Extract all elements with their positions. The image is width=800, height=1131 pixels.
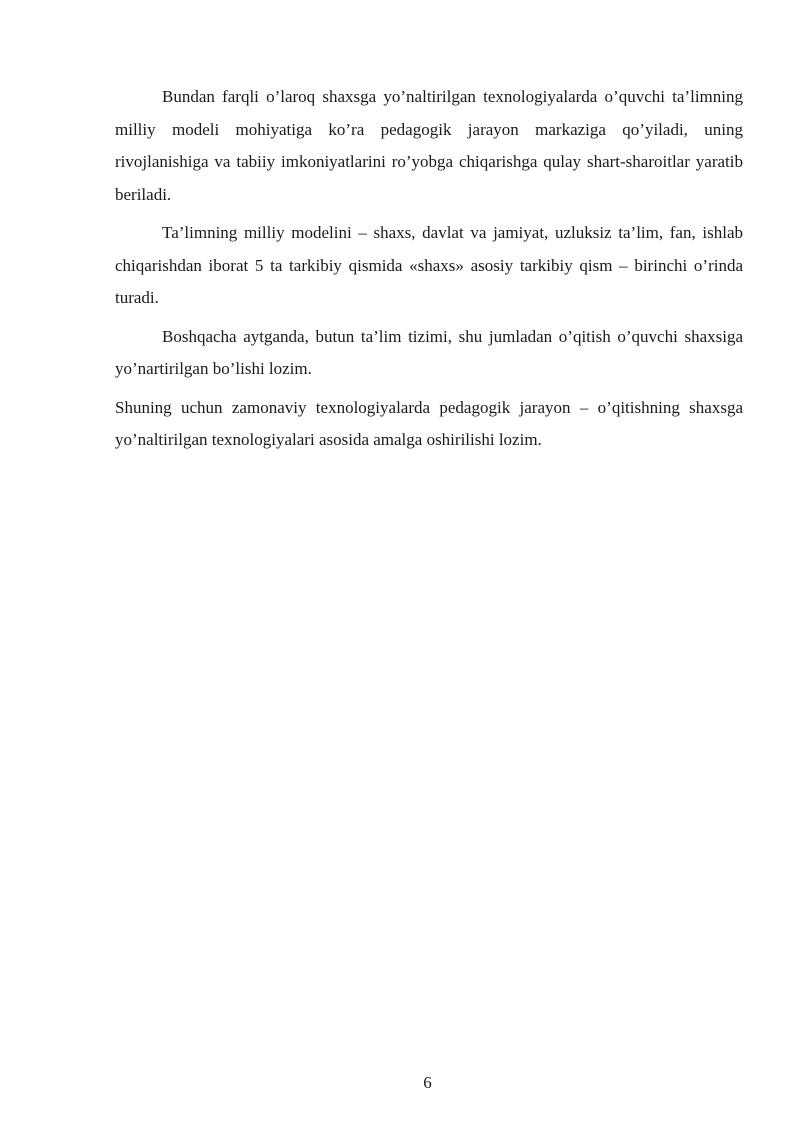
page-number: 6 <box>423 1073 432 1092</box>
paragraph-2: Ta’limning milliy modelini – shaxs, davlat va jamiyat, uzluksiz ta’lim, fan, ishlab chiqarishdan iborat 5 ta tarkibiy qismida «shaxs» asosiy tarkibiy qism – birinchi o’rinda turadi. <box>115 223 743 307</box>
paragraph-4: Shuning uchun zamonaviy texnologiyalarda pedagogik jarayon – o’qitishning shaxsga yo’naltirilgan texnologiyalari asosida amalga oshirilishi lozim. <box>115 397 743 449</box>
paragraph-3: Boshqacha aytganda, butun ta’lim tizimi, shu jumladan o’qitish o’quvchi shaxsiga yo’nartirilgan bo’lishi lozim. <box>115 326 743 378</box>
paragraph-1: Bundan farqli o’laroq shaxsga yo’naltirilgan texnologiyalarda o’quvchi ta’limning milliy modeli mohiyatiga ko’ra pedagogik jarayon markaziga qo’yiladi, uning rivojlanishiga va tabiiy imkoniyatlarini ro’yobga chiqarishga qulay shart-sharoitlar yaratib beriladi. <box>115 87 743 204</box>
body-text <box>115 81 743 457</box>
